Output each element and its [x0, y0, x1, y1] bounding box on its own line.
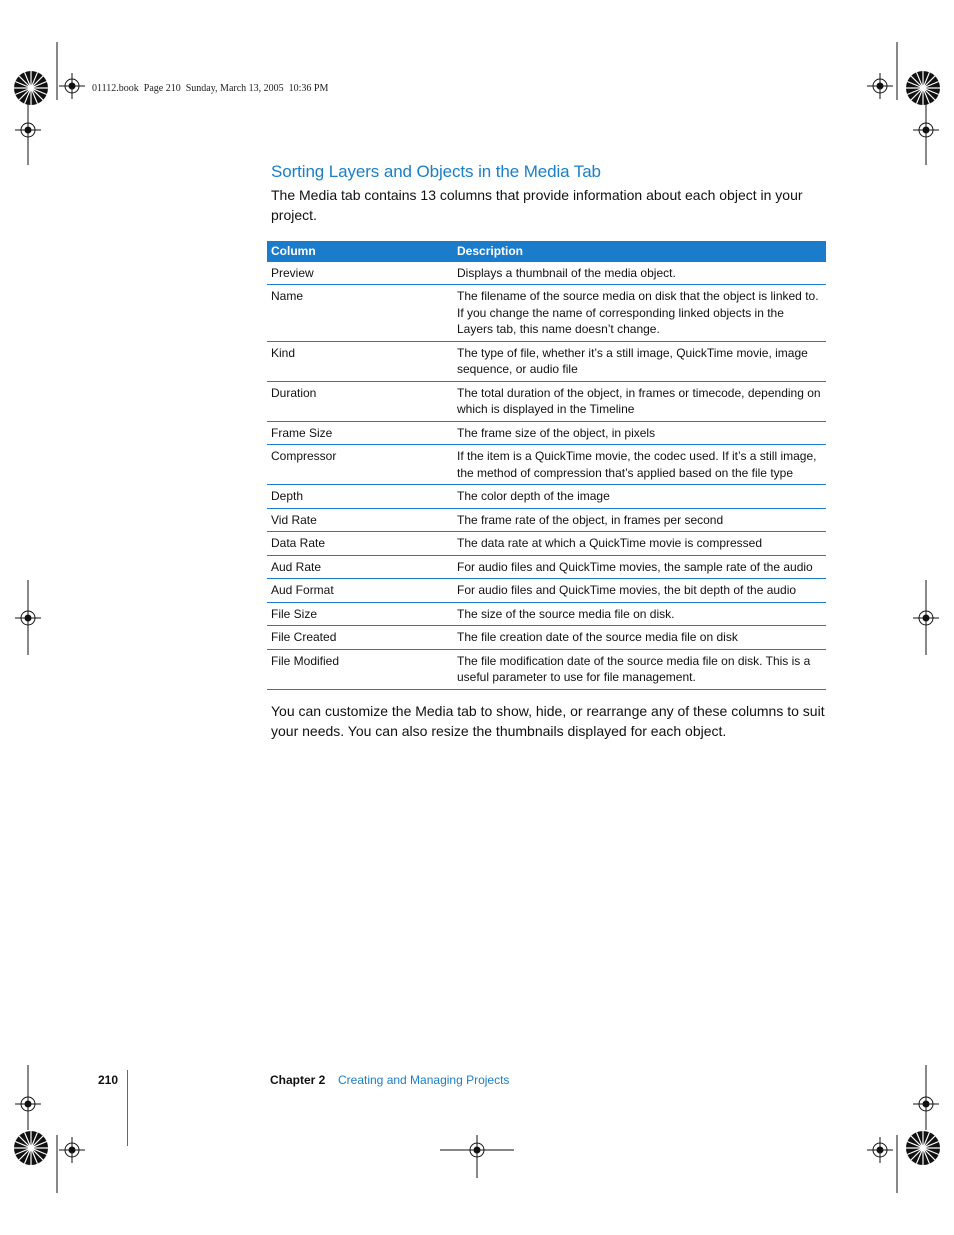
table-row	[267, 602, 826, 626]
table-row	[267, 532, 826, 556]
row-column-name: Depth	[267, 485, 453, 509]
row-description: The color depth of the image	[453, 485, 826, 509]
row-column-name: Name	[267, 285, 453, 342]
row-description: The file creation date of the source media file on disk	[453, 626, 826, 650]
row-description: The total duration of the object, in frames or timecode, depending on which is displayed in the Timeline	[453, 381, 826, 421]
row-column-name: Aud Rate	[267, 555, 453, 579]
column-header-column: Column	[267, 241, 453, 262]
row-description: The file modification date of the source media file on disk. This is a useful parameter to use for file management.	[453, 649, 826, 689]
media-columns-table	[267, 241, 826, 690]
row-column-name: Preview	[267, 262, 453, 285]
table-row	[267, 262, 826, 285]
table-row	[267, 555, 826, 579]
table-row	[267, 485, 826, 509]
row-description: The filename of the source media on disk that the object is linked to. If you change the name of corresponding linked objects in the Layers tab, this name doesn’t change.	[453, 285, 826, 342]
closing-paragraph: You can customize the Media tab to show, hide, or rearrange any of these columns to suit your needs. You can also resize the thumbnails displayed for each object.	[271, 703, 825, 739]
row-description: For audio files and QuickTime movies, the bit depth of the audio	[453, 579, 826, 603]
print-header: 01112.book Page 210 Sunday, March 13, 2005 10:36 PM	[92, 83, 329, 94]
section-heading: Sorting Layers and Objects in the Media Tab	[271, 162, 601, 181]
row-column-name: File Modified	[267, 649, 453, 689]
table-row	[267, 579, 826, 603]
row-column-name: File Created	[267, 626, 453, 650]
chapter-title-link[interactable]: Creating and Managing Projects	[338, 1073, 510, 1087]
row-description: The data rate at which a QuickTime movie is compressed	[453, 532, 826, 556]
row-column-name: Aud Format	[267, 579, 453, 603]
row-column-name: Duration	[267, 381, 453, 421]
intro-paragraph: The Media tab contains 13 columns that provide information about each object in your project.	[271, 187, 803, 223]
row-column-name: Compressor	[267, 445, 453, 485]
table-row	[267, 649, 826, 689]
column-header-description: Description	[453, 241, 826, 262]
table-row	[267, 421, 826, 445]
row-description: The size of the source media file on disk.	[453, 602, 826, 626]
table-row	[267, 285, 826, 342]
footer-divider	[127, 1070, 128, 1146]
row-description: If the item is a QuickTime movie, the codec used. If it’s a still image, the method of compression that’s applied based on the file type	[453, 445, 826, 485]
row-column-name: Data Rate	[267, 532, 453, 556]
row-description: The frame rate of the object, in frames per second	[453, 508, 826, 532]
table-row	[267, 508, 826, 532]
row-column-name: Kind	[267, 341, 453, 381]
table-row	[267, 381, 826, 421]
table-row	[267, 626, 826, 650]
row-column-name: File Size	[267, 602, 453, 626]
row-description: For audio files and QuickTime movies, the sample rate of the audio	[453, 555, 826, 579]
row-description: Displays a thumbnail of the media object.	[453, 262, 826, 285]
table-header-row	[267, 241, 826, 262]
table-row	[267, 341, 826, 381]
page-number: 210	[98, 1073, 119, 1087]
chapter-label: Chapter 2	[270, 1073, 326, 1087]
row-column-name: Frame Size	[267, 421, 453, 445]
table-row	[267, 445, 826, 485]
row-description: The type of file, whether it’s a still image, QuickTime movie, image sequence, or audio file	[453, 341, 826, 381]
row-column-name: Vid Rate	[267, 508, 453, 532]
row-description: The frame size of the object, in pixels	[453, 421, 826, 445]
